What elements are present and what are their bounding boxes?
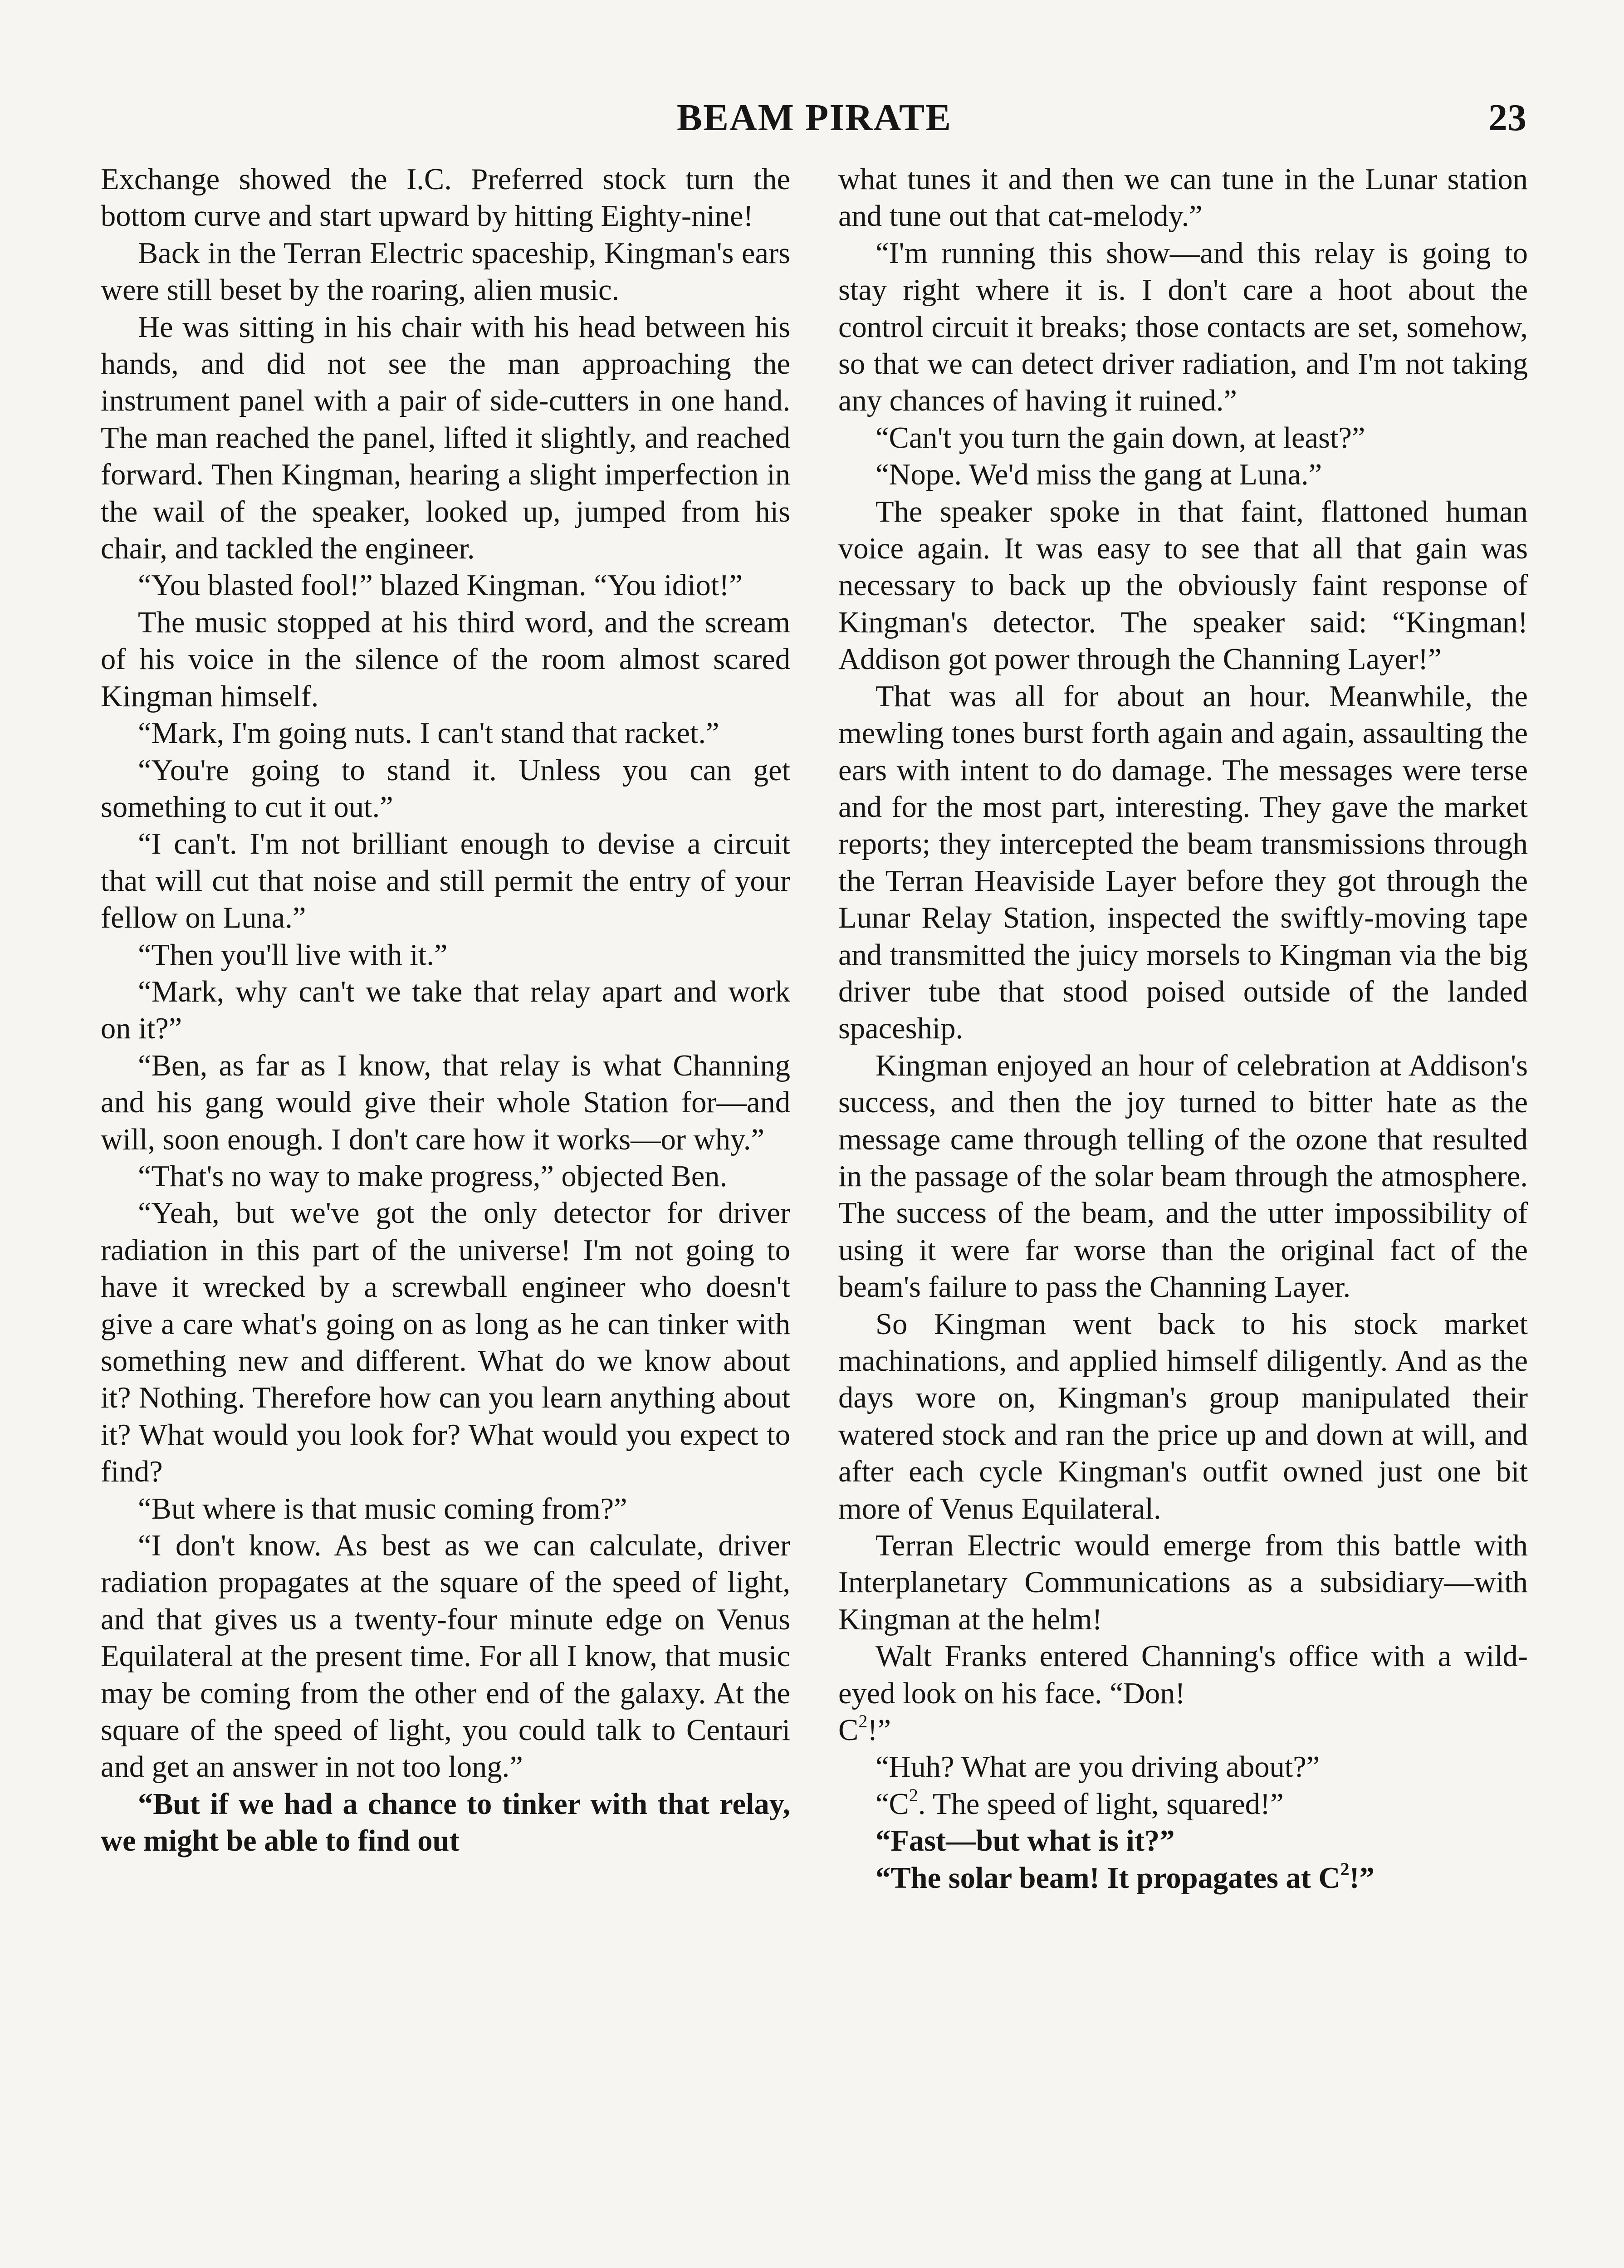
paragraph: “Mark, why can't we take that relay apart and work on it?” xyxy=(101,975,790,1046)
paragraph: “Huh? What are you driving about?” xyxy=(876,1750,1320,1784)
paragraph: The speaker spoke in that faint, flattoned human voice again. It was easy to see that all that gain was necessary to back up the obviously faint response of Kingman's detector. The speaker said: “Kingman! Addison got power through the Channing Layer!” xyxy=(838,495,1528,676)
paragraph: “That's no way to make progress,” objected Ben. xyxy=(138,1159,728,1193)
right-column xyxy=(838,161,1528,1897)
paragraph: Back in the Terran Electric spaceship, Kingman's ears were still beset by the roaring, alien music. xyxy=(101,236,790,307)
paragraph: “You're going to stand it. Unless you can get something to cut it out.” xyxy=(101,753,790,824)
paragraph: “I'm running this show—and this relay is going to stay right where it is. I don't care a hoot about the control circuit it breaks; those contacts are set, somehow, so that we can detect driver radiation, and I'm not taking any chances of having it ruined.” xyxy=(838,236,1528,418)
paragraph: The music stopped at his third word, and the scream of his voice in the silence of the room almost scared Kingman himself. xyxy=(101,606,790,713)
paragraph: Exchange showed the I.C. Preferred stock turn the bottom curve and start upward by hitting Eighty-nine! xyxy=(101,163,790,233)
paragraph: “I can't. I'm not brilliant enough to devise a circuit that will cut that noise and still permit the entry of your fellow on Luna.” xyxy=(101,827,790,935)
paragraph: So Kingman went back to his stock market machinations, and applied himself diligently. And as the days wore on, Kingman's group manipulated their watered stock and ran the price up and down at will, and after each cycle Kingman's outfit owned just one bit more of Venus Equilateral. xyxy=(838,1307,1528,1525)
paragraph: “Fast—but what is it?” xyxy=(876,1824,1175,1858)
paragraph: “$C^2$. The speed of light, squared!” xyxy=(876,1784,1284,1821)
paragraph: “I don't know. As best as we can calculate, driver radiation propagates at the square of the speed of light, and that gives us a twenty-four minute edge on Venus Equilateral at the present time. For all I know, that music may be coming from the other end of the galaxy. At the square of the speed of light, you could talk to Centauri and get an answer in not too long.” xyxy=(101,1529,790,1784)
paragraph: what tunes it and then we can tune in the Lunar station and tune out that cat-melody.” xyxy=(838,163,1528,233)
paragraph: “The solar beam! It propagates at $C^2$!” xyxy=(876,1858,1375,1895)
paragraph: “Then you'll live with it.” xyxy=(138,938,448,972)
paragraph: That was all for about an hour. Meanwhile, the mewling tones burst forth again and again, assaulting the ears with intent to do damage. The messages were terse and for the most part, interesting. They gave the market reports; they intercepted the beam transmissions through the Terran Heaviside Layer before they got through the Lunar Relay Station, inspected the swiftly-moving tape and transmitted the juicy morsels to Kingman via the big driver tube that stood poised outside of the landed spaceship. xyxy=(838,679,1528,1046)
c2-line: $C^2$!” xyxy=(838,1711,891,1747)
paragraph: “You blasted fool!” blazed Kingman. “You idiot!” xyxy=(138,569,743,602)
page-header xyxy=(102,93,1526,143)
paragraph: “Can't you turn the gain down, at least?” xyxy=(876,421,1365,455)
paragraph: “Mark, I'm going nuts. I can't stand that racket.” xyxy=(138,717,719,750)
paragraph: “Yeah, but we've got the only detector for driver radiation in this part of the universe! I'm not going to have it wrecked by a screwball engineer who doesn't give a care what's going on as long as he can tinker with something new and different. What do we know about it? Nothing. Therefore how can you learn anything about it? What would you look for? What would you expect to find? xyxy=(101,1197,790,1489)
paragraph: “Nope. We'd miss the gang at Luna.” xyxy=(876,458,1322,492)
paragraph: “But if we had a chance to tinker with that relay, we might be able to find out xyxy=(101,1787,790,1858)
page-number: 23 xyxy=(1488,97,1526,139)
left-column xyxy=(101,161,790,1860)
paragraph: “But where is that music coming from?” xyxy=(138,1492,627,1525)
running-title: BEAM PIRATE xyxy=(676,97,952,139)
paragraph: He was sitting in his chair with his head between his hands, and did not see the man approaching the instrument panel with a pair of side-cutters in one hand. The man reached the panel, lifted it slightly, and reached forward. Then Kingman, hearing a slight imperfection in the wail of the speaker, looked up, jumped from his chair, and tackled the engineer. xyxy=(101,310,790,566)
paragraph: Kingman enjoyed an hour of celebration at Addison's success, and then the joy turned to bitter hate as the message came through telling of the ozone that resulted in the passage of the solar beam through the atmosphere. The success of the beam, and the utter impossibility of using it were far worse than the original fact of the beam's failure to pass the Channing Layer. xyxy=(838,1049,1528,1304)
paragraph: Walt Franks entered Channing's office with a wild-eyed look on his face. “Don! xyxy=(838,1640,1528,1710)
paragraph: Terran Electric would emerge from this battle with Interplanetary Communications as a subsidiary—with Kingman at the helm! xyxy=(838,1529,1528,1636)
paragraph: “Ben, as far as I know, that relay is what Channing and his gang would give their whole Station for—and will, soon enough. I don't care how it works—or why.” xyxy=(101,1049,790,1156)
